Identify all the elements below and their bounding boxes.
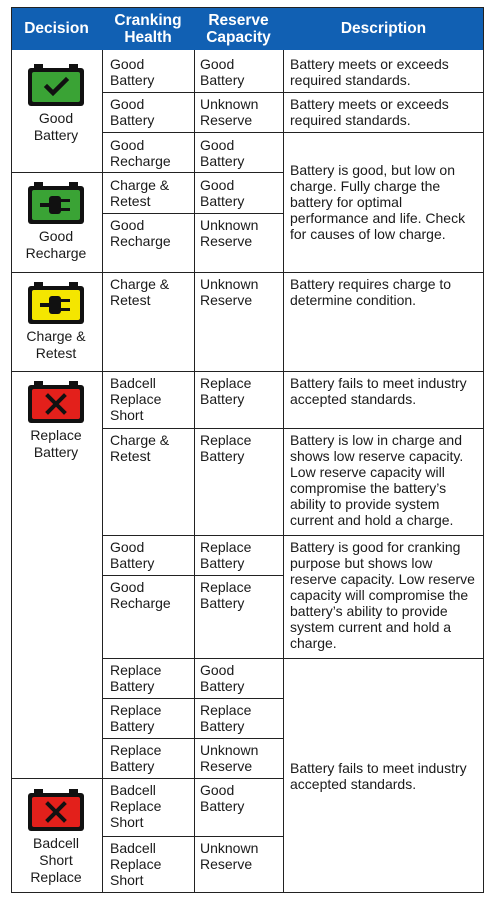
row-divider <box>102 836 283 837</box>
description-cell: Battery fails to meet industry accepted standards. <box>290 760 467 792</box>
reserve-cell: Unknown Reserve <box>200 742 259 774</box>
row-divider <box>11 272 102 273</box>
row-divider <box>283 428 484 429</box>
row-divider <box>102 92 283 93</box>
row-divider <box>102 428 283 429</box>
reserve-cell: Unknown Reserve <box>200 217 259 249</box>
cranking-cell: Good Recharge <box>110 217 171 249</box>
row-divider <box>11 371 102 372</box>
cranking-cell: Good Battery <box>110 539 155 571</box>
reserve-cell: Unknown Reserve <box>200 96 259 128</box>
decision-good-recharge <box>11 182 101 262</box>
checkmark-icon <box>28 64 84 106</box>
cranking-cell: Badcell Replace Short <box>110 840 162 888</box>
reserve-cell: Good Battery <box>200 782 245 814</box>
column-divider <box>283 50 284 893</box>
decision-label: Good Recharge <box>25 228 87 261</box>
cranking-cell: Good Recharge <box>110 579 171 611</box>
decision-label: Good Battery <box>33 110 79 143</box>
decision-charge-retest <box>11 282 101 362</box>
reserve-cell: Good Battery <box>200 662 245 694</box>
row-divider <box>283 535 484 536</box>
description-cell: Battery meets or exceeds required standards. <box>290 96 449 128</box>
row-divider <box>283 92 484 93</box>
row-divider <box>283 272 484 273</box>
cranking-cell: Replace Battery <box>110 742 162 774</box>
row-divider <box>102 778 283 779</box>
cranking-cell: Charge & Retest <box>110 177 170 209</box>
row-divider <box>102 172 283 173</box>
row-divider <box>11 778 102 779</box>
reserve-cell: Replace Battery <box>200 539 252 571</box>
description-cell: Battery is low in charge and shows low reserve capacity. Low reserve capacity will compromise the battery’s ability to provide system current and hold a charge. <box>290 432 464 528</box>
cranking-cell: Charge & Retest <box>110 276 170 308</box>
description-cell: Battery is good for cranking purpose but shows low reserve capacity. Low reserve capacity will compromise the battery’s ability to provide system current and hold a charge. <box>290 539 475 651</box>
row-divider <box>283 371 484 372</box>
decision-label: Badcell Short Replace <box>30 835 82 885</box>
decision-label: Replace Battery <box>30 427 82 460</box>
row-divider <box>102 658 283 659</box>
cranking-cell: Charge & Retest <box>110 432 170 464</box>
plug-icon <box>28 182 84 224</box>
row-divider <box>102 575 283 576</box>
description-cell: Battery fails to meet industry accepted standards. <box>290 375 467 407</box>
reserve-cell: Replace Battery <box>200 702 252 734</box>
row-divider <box>283 658 484 659</box>
description-cell: Battery meets or exceeds required standards. <box>290 56 449 88</box>
reserve-cell: Good Battery <box>200 56 245 88</box>
row-divider <box>102 698 283 699</box>
cranking-cell: Replace Battery <box>110 662 162 694</box>
cranking-cell: Replace Battery <box>110 702 162 734</box>
reserve-cell: Replace Battery <box>200 579 252 611</box>
column-divider <box>102 50 103 893</box>
reserve-cell: Unknown Reserve <box>200 276 259 308</box>
row-divider <box>102 272 283 273</box>
reserve-cell: Replace Battery <box>200 375 252 407</box>
row-divider <box>102 213 283 214</box>
row-divider <box>102 132 283 133</box>
row-divider <box>102 371 283 372</box>
column-divider <box>194 50 195 893</box>
row-divider <box>102 535 283 536</box>
header-cranking-health: Cranking Health <box>102 7 194 50</box>
header-description: Description <box>283 7 484 50</box>
row-divider <box>102 738 283 739</box>
cranking-cell: Good Recharge <box>110 137 171 169</box>
row-divider <box>11 172 102 173</box>
reserve-cell: Replace Battery <box>200 432 252 464</box>
decision-good-battery <box>11 64 101 144</box>
decision-badcell-short-replace <box>11 789 101 886</box>
reserve-cell: Good Battery <box>200 177 245 209</box>
cranking-cell: Badcell Replace Short <box>110 782 162 830</box>
description-cell: Battery is good, but low on charge. Fully charge the battery for optimal performance and life. Check for causes of low charge. <box>290 162 466 242</box>
header-decision: Decision <box>11 7 102 50</box>
cranking-cell: Good Battery <box>110 56 155 88</box>
description-cell: Battery requires charge to determine condition. <box>290 276 452 308</box>
x-mark-icon <box>28 381 84 423</box>
decision-replace-battery <box>11 381 101 461</box>
battery-decision-table <box>11 7 484 893</box>
reserve-cell: Good Battery <box>200 137 245 169</box>
decision-label: Charge & Retest <box>26 328 86 361</box>
plug-icon <box>28 282 84 324</box>
cranking-cell: Badcell Replace Short <box>110 375 162 423</box>
header-reserve-capacity: Reserve Capacity <box>194 7 283 50</box>
row-divider <box>283 132 484 133</box>
reserve-cell: Unknown Reserve <box>200 840 259 872</box>
cranking-cell: Good Battery <box>110 96 155 128</box>
x-mark-icon <box>28 789 84 831</box>
